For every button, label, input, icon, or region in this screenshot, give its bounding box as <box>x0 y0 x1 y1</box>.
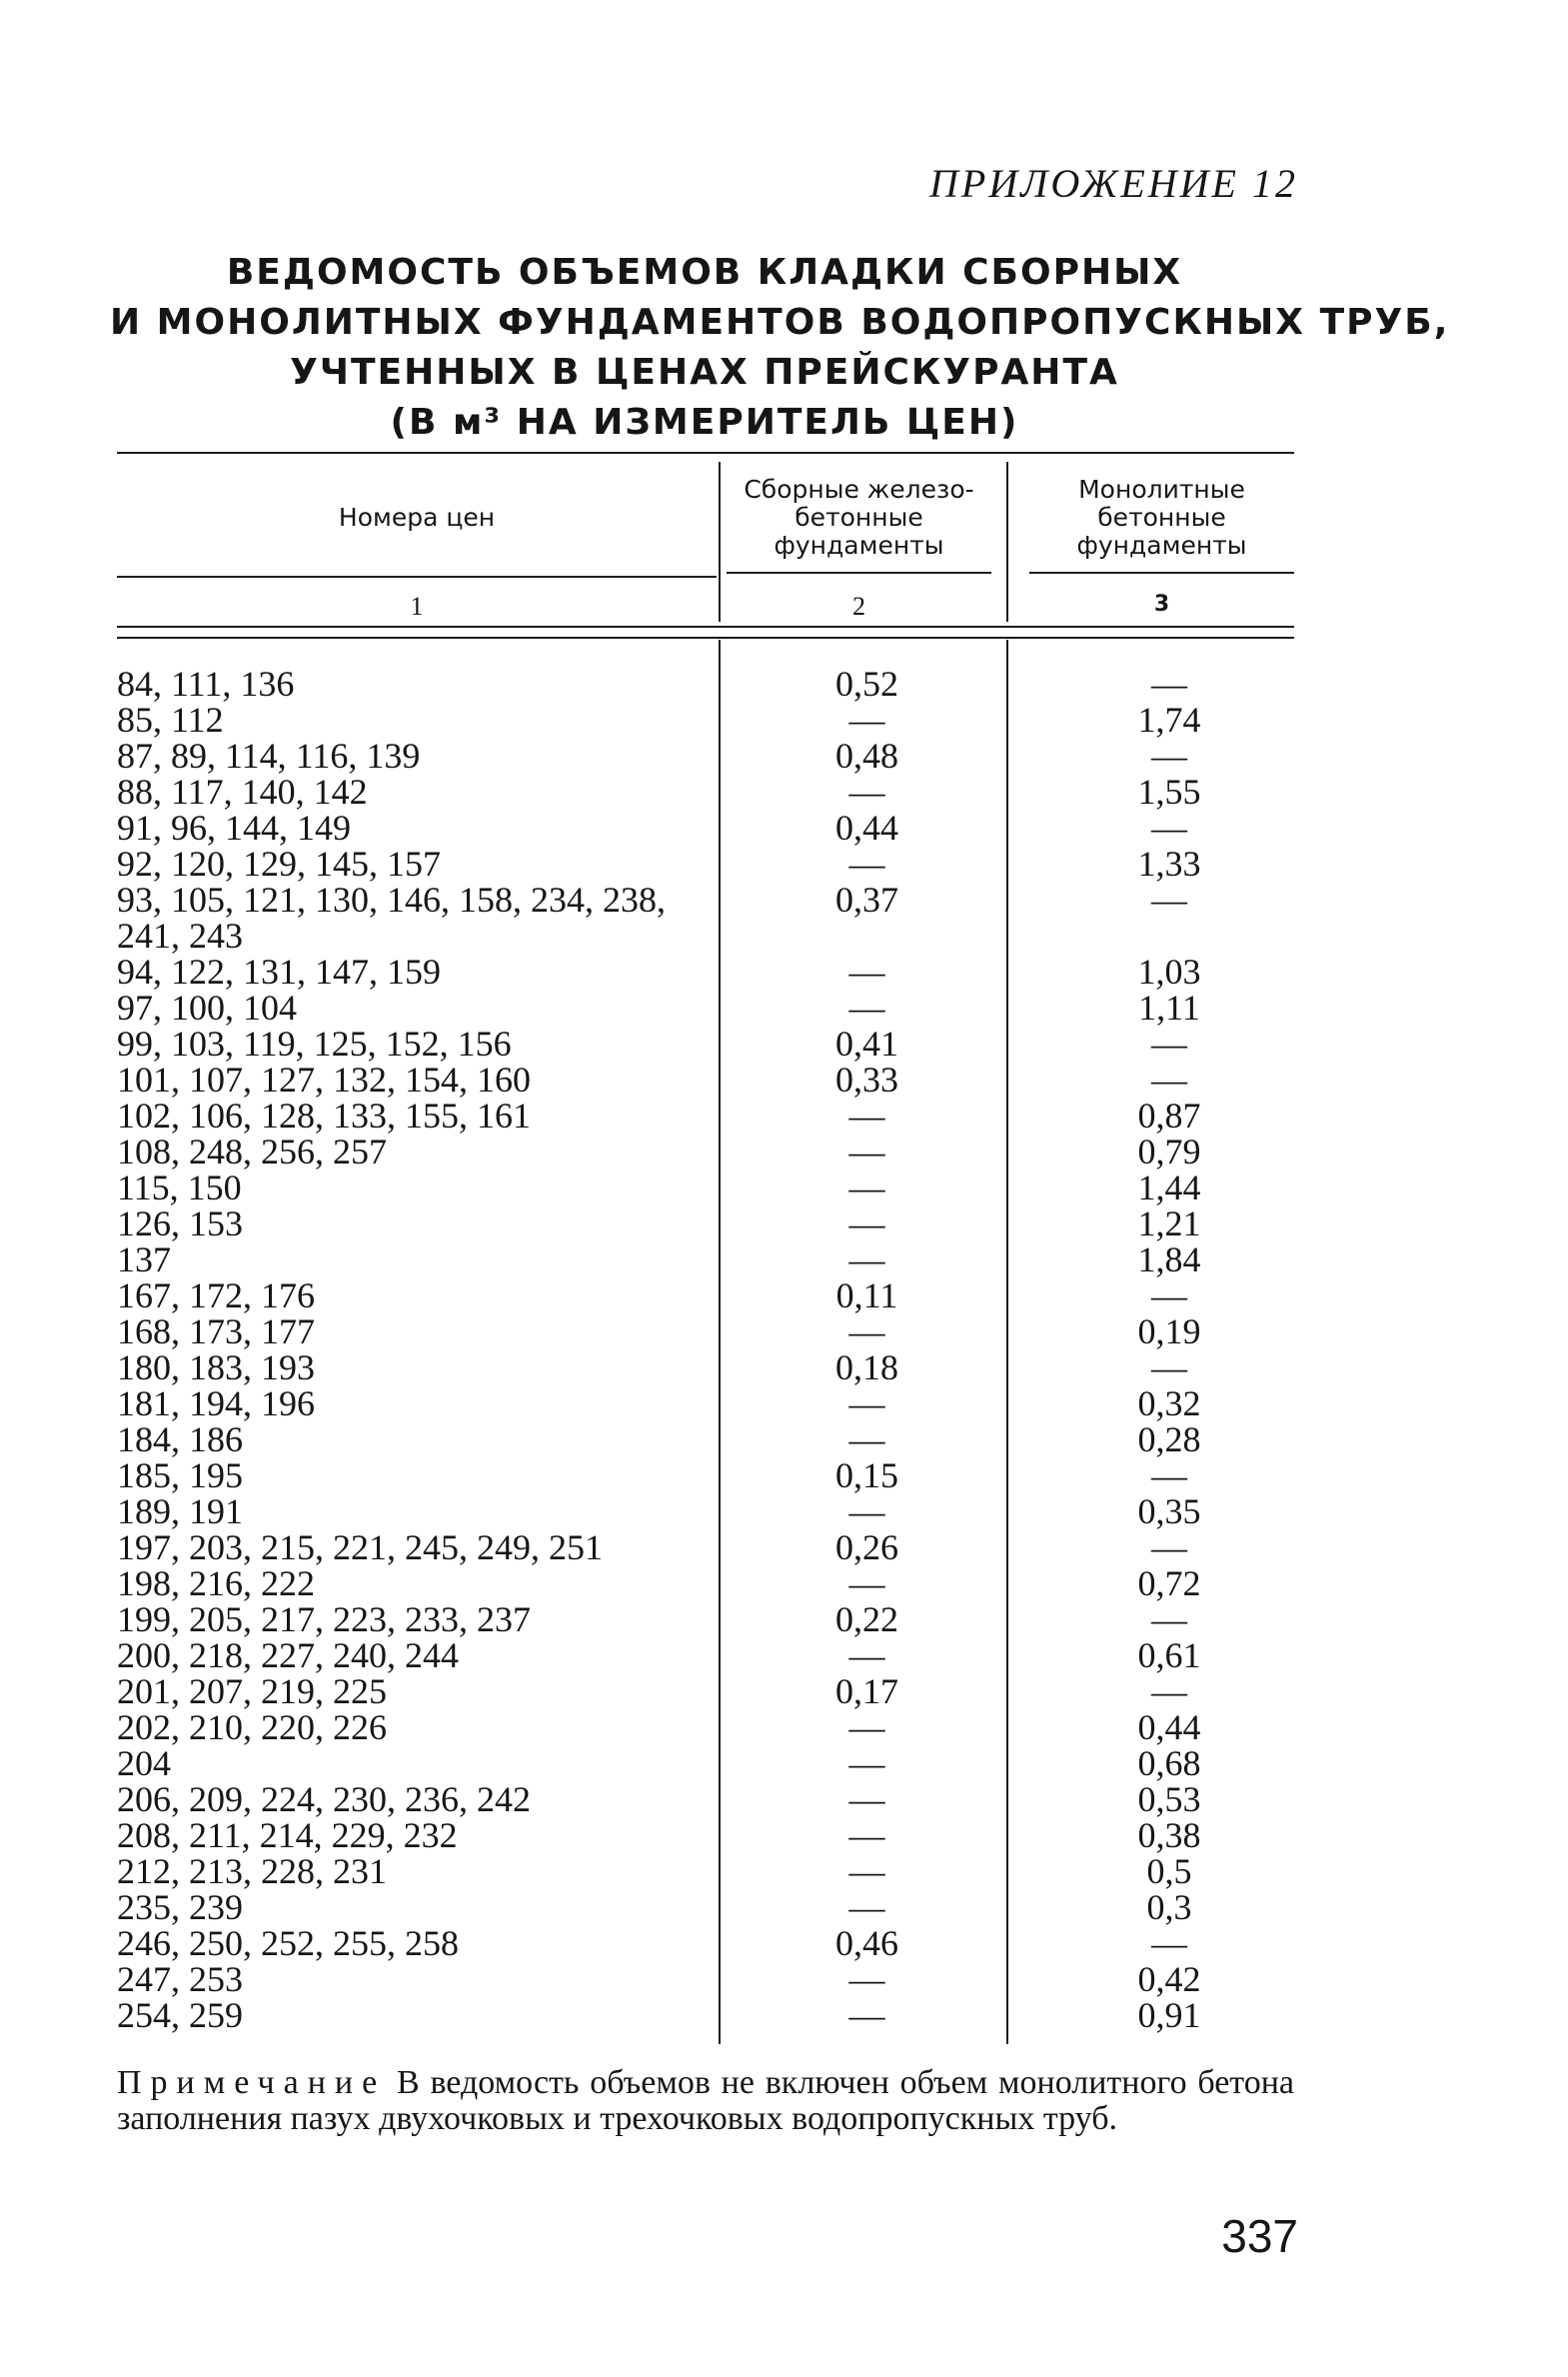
price-numbers-cell: 137 <box>117 1239 171 1279</box>
monolithic-volume-cell: 1,03 <box>1137 952 1201 992</box>
prefab-volume-cell: 0,18 <box>835 1347 898 1387</box>
column-number-3: 3 <box>1153 592 1170 617</box>
table-row <box>0 1277 1568 1313</box>
table-row <box>0 1781 1568 1817</box>
monolithic-volume-cell: 0,44 <box>1137 1707 1201 1747</box>
prefab-volume-cell: — <box>848 1851 885 1891</box>
table-row <box>0 846 1568 882</box>
monolithic-volume-cell: 0,35 <box>1137 1491 1201 1531</box>
column-number-2: 2 <box>852 592 865 621</box>
header-col1-label: Номера цен <box>338 503 496 532</box>
monolithic-volume-cell: 0,53 <box>1137 1779 1201 1819</box>
body-top-rule <box>117 637 1294 639</box>
monolithic-volume-cell: 1,21 <box>1137 1203 1201 1243</box>
header-col3-line: Монолитные <box>1078 475 1245 504</box>
prefab-volume-cell: — <box>848 1168 885 1207</box>
table-row <box>0 1385 1568 1421</box>
price-numbers-cell: 126, 153 <box>117 1203 243 1243</box>
table-row <box>0 1601 1568 1637</box>
table-row <box>0 774 1568 810</box>
appendix-label: ПРИЛОЖЕНИЕ 12 <box>929 161 1298 206</box>
table-row <box>0 1817 1568 1853</box>
monolithic-volume-cell: 0,87 <box>1137 1096 1201 1136</box>
table-row <box>0 1349 1568 1385</box>
prefab-volume-cell: 0,44 <box>835 808 898 848</box>
prefab-volume-cell: — <box>848 1491 885 1531</box>
monolithic-volume-cell: — <box>1151 1347 1187 1387</box>
price-numbers-cell: 101, 107, 127, 132, 154, 160 <box>117 1060 531 1100</box>
price-numbers-cell: 185, 195 <box>117 1455 243 1495</box>
prefab-volume-cell: — <box>848 988 885 1028</box>
table-row <box>0 1925 1568 1961</box>
price-numbers-cell: 254, 259 <box>117 1995 243 2035</box>
monolithic-volume-cell: 0,91 <box>1137 1995 1201 2035</box>
table-top-rule <box>117 452 1294 454</box>
prefab-volume-cell: — <box>848 1311 885 1351</box>
table-row <box>0 882 1568 954</box>
table-row <box>0 1673 1568 1709</box>
prefab-volume-cell: 0,26 <box>835 1527 898 1567</box>
monolithic-volume-cell: 0,79 <box>1137 1132 1201 1172</box>
prefab-volume-cell: — <box>848 772 885 812</box>
table-body <box>0 666 1568 2033</box>
prefab-volume-cell: — <box>848 700 885 740</box>
monolithic-volume-cell: — <box>1151 1671 1187 1711</box>
price-numbers-cell: 235, 239 <box>117 1887 243 1927</box>
monolithic-volume-cell: — <box>1151 1455 1187 1495</box>
price-numbers-cell: 208, 211, 214, 229, 232 <box>117 1815 458 1855</box>
title-line: (В м³ НА ИЗМЕРИТЕЛЬ ЦЕН) <box>390 402 1019 443</box>
monolithic-volume-cell: 0,32 <box>1137 1383 1201 1423</box>
price-numbers-cell: 201, 207, 219, 225 <box>117 1671 387 1711</box>
page-number: 337 <box>1221 2210 1298 2262</box>
monolithic-volume-cell: — <box>1151 1060 1187 1100</box>
price-numbers-cell: 206, 209, 224, 230, 236, 242 <box>117 1779 531 1819</box>
title-line: УЧТЕННЫХ В ЦЕНАХ ПРЕЙСКУРАНТА <box>290 352 1119 393</box>
monolithic-volume-cell: 0,42 <box>1137 1959 1201 1999</box>
header-underline-col2 <box>727 572 991 574</box>
title-line: И МОНОЛИТНЫХ ФУНДАМЕНТОВ ВОДОПРОПУСКНЫХ ТРУБ, <box>110 302 1450 343</box>
note-label: Примечание <box>117 2064 387 2101</box>
monolithic-volume-cell: — <box>1151 664 1187 704</box>
price-numbers-cell: 102, 106, 128, 133, 155, 161 <box>117 1096 531 1136</box>
monolithic-volume-cell: 1,74 <box>1137 700 1201 740</box>
monolithic-volume-cell: — <box>1151 1024 1187 1064</box>
table-row <box>0 1565 1568 1601</box>
prefab-volume-cell: 0,22 <box>835 1599 898 1639</box>
prefab-volume-cell: — <box>848 844 885 884</box>
header-col3-line: фундаменты <box>1076 531 1247 560</box>
table-row <box>0 1889 1568 1925</box>
prefab-volume-cell: 0,41 <box>835 1024 898 1064</box>
prefab-volume-cell: — <box>848 1383 885 1423</box>
table-row <box>0 1313 1568 1349</box>
monolithic-volume-cell: 0,61 <box>1137 1635 1201 1675</box>
prefab-volume-cell: — <box>848 1203 885 1243</box>
table-row <box>0 1745 1568 1781</box>
monolithic-volume-cell: 0,38 <box>1137 1815 1201 1855</box>
table-row <box>0 1529 1568 1565</box>
prefab-volume-cell: 0,33 <box>835 1060 898 1100</box>
table-row <box>0 702 1568 738</box>
monolithic-volume-cell: 0,19 <box>1137 1311 1201 1351</box>
table-row <box>0 666 1568 702</box>
price-numbers-cell: 212, 213, 228, 231 <box>117 1851 387 1891</box>
price-numbers-cell: 108, 248, 256, 257 <box>117 1132 387 1172</box>
monolithic-volume-cell: 1,55 <box>1137 772 1201 812</box>
price-numbers-cell: 184, 186 <box>117 1419 243 1459</box>
monolithic-volume-cell: 0,3 <box>1146 1887 1192 1927</box>
header-prefab <box>727 476 991 560</box>
price-numbers-cell: 202, 210, 220, 226 <box>117 1707 387 1747</box>
table-row <box>0 810 1568 846</box>
monolithic-volume-cell: — <box>1151 736 1187 776</box>
prefab-volume-cell: — <box>848 1635 885 1675</box>
prefab-volume-cell: 0,11 <box>835 1275 898 1315</box>
monolithic-volume-cell: — <box>1151 1275 1187 1315</box>
table-row <box>0 990 1568 1026</box>
prefab-volume-cell: — <box>848 1743 885 1783</box>
price-numbers-cell: 198, 216, 222 <box>117 1563 315 1603</box>
table-row <box>0 1098 1568 1134</box>
monolithic-volume-cell: 1,84 <box>1137 1239 1201 1279</box>
table-row <box>0 954 1568 990</box>
header-col2-line: фундаменты <box>774 531 944 560</box>
table-row <box>0 1170 1568 1205</box>
table-row <box>0 1637 1568 1673</box>
table-row <box>0 1493 1568 1529</box>
table-row <box>0 1709 1568 1745</box>
table-row <box>0 1421 1568 1457</box>
price-numbers-cell: 180, 183, 193 <box>117 1347 315 1387</box>
price-numbers-cell: 92, 120, 129, 145, 157 <box>117 844 441 884</box>
monolithic-volume-cell: — <box>1151 808 1187 848</box>
prefab-volume-cell: — <box>848 1959 885 1999</box>
monolithic-volume-cell: — <box>1151 1923 1187 1963</box>
price-numbers-cell: 94, 122, 131, 147, 159 <box>117 952 441 992</box>
table-row <box>0 1134 1568 1170</box>
prefab-volume-cell: 0,52 <box>835 664 898 704</box>
table-row <box>0 1205 1568 1241</box>
prefab-volume-cell: — <box>848 1096 885 1136</box>
column-divider-2 <box>1006 462 1008 622</box>
header-col2-line: Сборные железо- <box>744 475 974 504</box>
header-underline-col3 <box>1029 572 1294 574</box>
price-numbers-cell: 84, 111, 136 <box>117 664 295 704</box>
header-col3-line: бетонные <box>1097 503 1226 532</box>
price-numbers-cell: 204 <box>117 1743 171 1783</box>
prefab-volume-cell: — <box>848 1239 885 1279</box>
monolithic-volume-cell: 0,68 <box>1137 1743 1201 1783</box>
monolithic-volume-cell: 0,5 <box>1146 1851 1192 1891</box>
monolithic-volume-cell: — <box>1151 880 1187 920</box>
prefab-volume-cell: — <box>848 1779 885 1819</box>
price-numbers-cell: 88, 117, 140, 142 <box>117 772 368 812</box>
price-numbers-cell: 91, 96, 144, 149 <box>117 808 351 848</box>
prefab-volume-cell: 0,17 <box>835 1671 898 1711</box>
column-divider-1 <box>719 462 721 622</box>
prefab-volume-cell: — <box>848 952 885 992</box>
prefab-volume-cell: 0,46 <box>835 1923 898 1963</box>
column-numbers-rule <box>117 626 1294 628</box>
price-numbers-cell: 97, 100, 104 <box>117 988 297 1028</box>
monolithic-volume-cell: — <box>1151 1527 1187 1567</box>
prefab-volume-cell: — <box>848 1132 885 1172</box>
price-numbers-cell: 197, 203, 215, 221, 245, 249, 251 <box>117 1527 603 1567</box>
price-numbers-cell: 168, 173, 177 <box>117 1311 315 1351</box>
header-underline-col1 <box>117 576 717 578</box>
table-row <box>0 1961 1568 1997</box>
price-numbers-cell: 99, 103, 119, 125, 152, 156 <box>117 1024 512 1064</box>
prefab-volume-cell: — <box>848 1419 885 1459</box>
price-numbers-cell: 93, 105, 121, 130, 146, 158, 234, 238, 241, 243 <box>117 880 666 956</box>
header-price-numbers <box>117 504 717 532</box>
prefab-volume-cell: — <box>848 1887 885 1927</box>
price-numbers-cell: 115, 150 <box>117 1168 242 1207</box>
column-number-1: 1 <box>410 592 424 621</box>
table-row <box>0 1853 1568 1889</box>
table-row <box>0 1062 1568 1098</box>
document-title <box>110 248 1450 448</box>
monolithic-volume-cell: 1,33 <box>1137 844 1201 884</box>
price-numbers-cell: 87, 89, 114, 116, 139 <box>117 736 421 776</box>
price-numbers-cell: 189, 191 <box>117 1491 243 1531</box>
title-line: ВЕДОМОСТЬ ОБЪЕМОВ КЛАДКИ СБОРНЫХ <box>226 252 1183 293</box>
price-numbers-cell: 246, 250, 252, 255, 258 <box>117 1923 459 1963</box>
prefab-volume-cell: — <box>848 1815 885 1855</box>
table-row <box>0 1457 1568 1493</box>
price-numbers-cell: 85, 112 <box>117 700 224 740</box>
monolithic-volume-cell: 0,28 <box>1137 1419 1201 1459</box>
table-row <box>0 1026 1568 1062</box>
table-row <box>0 738 1568 774</box>
monolithic-volume-cell: 1,11 <box>1138 988 1200 1028</box>
note-text: В ведомость объемов не включен объем монолитного бетона заполнения пазух двухочковых и трехочковых водопропускных труб. <box>117 2064 1295 2137</box>
monolithic-volume-cell: 1,44 <box>1137 1168 1201 1207</box>
footnote <box>117 2065 1294 2137</box>
price-numbers-cell: 247, 253 <box>117 1959 243 1999</box>
header-monolithic <box>1029 476 1294 560</box>
table-row <box>0 1997 1568 2033</box>
price-numbers-cell: 200, 218, 227, 240, 244 <box>117 1635 459 1675</box>
price-numbers-cell: 167, 172, 176 <box>117 1275 315 1315</box>
prefab-volume-cell: — <box>848 1995 885 2035</box>
header-col2-line: бетонные <box>794 503 923 532</box>
monolithic-volume-cell: — <box>1151 1599 1187 1639</box>
price-numbers-cell: 199, 205, 217, 223, 233, 237 <box>117 1599 531 1639</box>
monolithic-volume-cell: 0,72 <box>1137 1563 1201 1603</box>
price-numbers-cell: 181, 194, 196 <box>117 1383 315 1423</box>
prefab-volume-cell: — <box>848 1707 885 1747</box>
table-row <box>0 1241 1568 1277</box>
prefab-volume-cell: 0,48 <box>835 736 898 776</box>
prefab-volume-cell: 0,15 <box>835 1455 898 1495</box>
prefab-volume-cell: — <box>848 1563 885 1603</box>
prefab-volume-cell: 0,37 <box>835 880 898 920</box>
